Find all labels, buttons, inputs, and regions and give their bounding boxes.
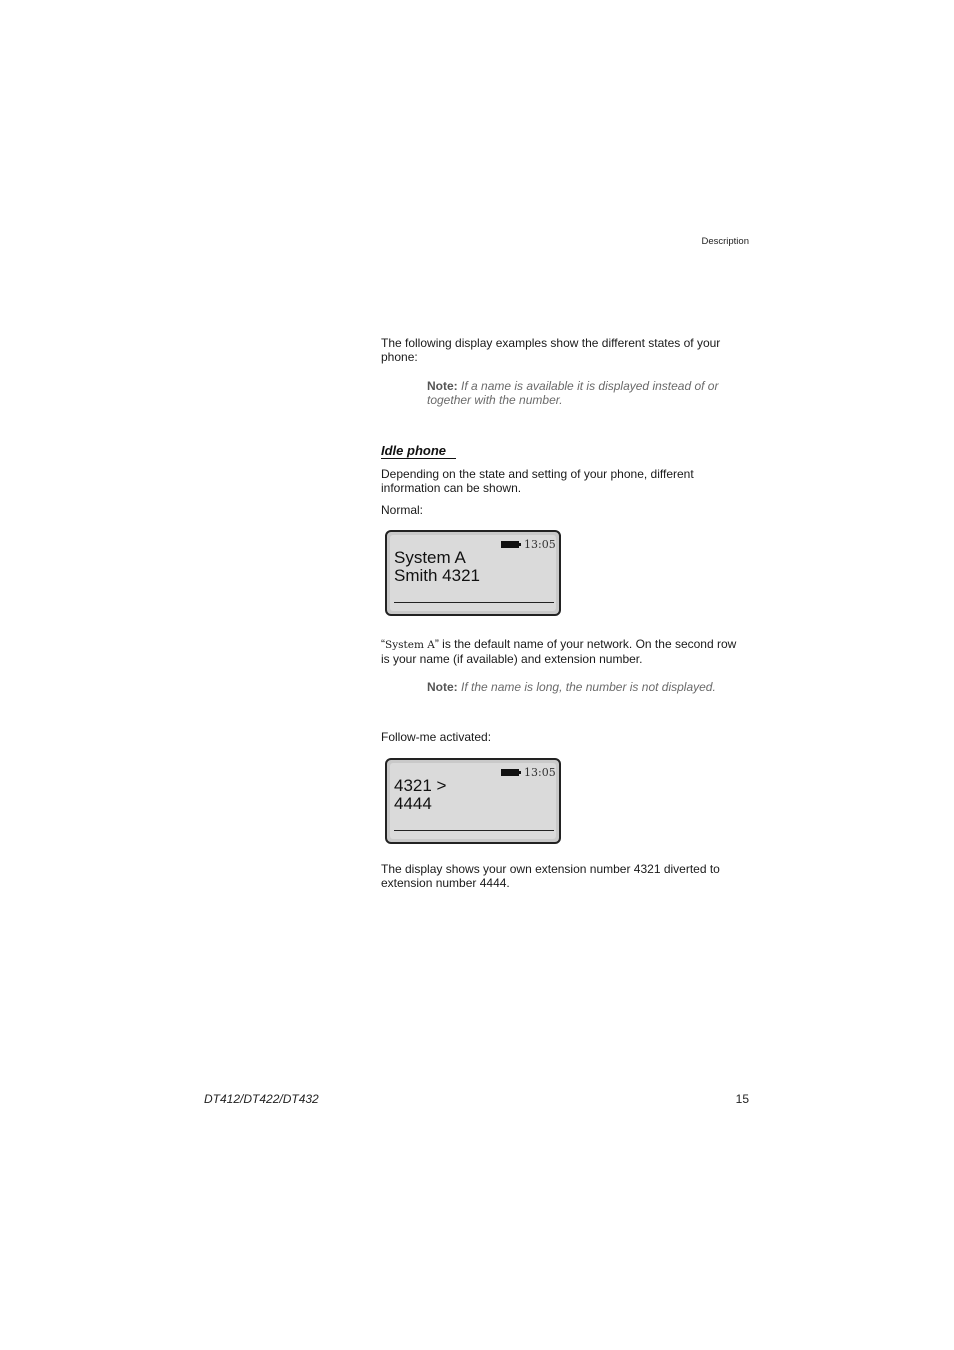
open-quote: “ [381, 637, 385, 651]
note-long-name [427, 680, 757, 694]
note-label: Note: [427, 680, 458, 694]
intro-line-2: phone: [381, 350, 418, 364]
note-text-line-1: If a name is available it is displayed instead of or [457, 379, 719, 393]
follow-me-label: Follow-me activated: [381, 730, 492, 744]
note-text-line-2: together with the number. [427, 393, 563, 407]
display-screen [390, 535, 556, 611]
follow-me-explanation-line-1: The display shows your own extension number 4321 diverted to [381, 862, 720, 876]
display-bottom-rule [394, 602, 554, 603]
system-name-explanation [381, 637, 761, 666]
idle-description-line-2: information can be shown. [381, 481, 522, 495]
explanation-line-1-rest: ” is the default name of your network. On the second row [434, 637, 737, 651]
display-line-2: Smith 4321 [394, 566, 480, 585]
intro-line-1: The following display examples show the different states of your [381, 336, 721, 350]
note-name-display [427, 379, 757, 407]
note-text: If the name is long, the number is not displayed. [457, 680, 716, 694]
display-line-1: 4321 > [394, 776, 447, 795]
battery-tip [519, 543, 521, 546]
follow-me-explanation [381, 862, 761, 890]
system-name-inline: System A [385, 639, 435, 651]
phone-display-normal [385, 530, 561, 616]
phone-display-follow-me [385, 758, 561, 844]
running-header: Description [701, 236, 749, 247]
section-title-underline [381, 458, 456, 459]
normal-label: Normal: [381, 503, 424, 517]
display-line-2: 4444 [394, 794, 432, 813]
intro-paragraph [381, 336, 761, 364]
display-bottom-rule [394, 830, 554, 831]
display-time: 13:05 [524, 538, 556, 551]
display-screen [390, 763, 556, 839]
idle-description [381, 467, 761, 495]
note-label: Note: [427, 379, 458, 393]
idle-description-line-1: Depending on the state and setting of your phone, different [381, 467, 694, 481]
battery-icon [501, 769, 519, 776]
section-title-idle-phone: Idle phone [381, 443, 446, 458]
explanation-line-2: is your name (if available) and extension number. [381, 652, 643, 666]
display-line-1: System A [394, 548, 466, 567]
battery-icon [501, 541, 519, 548]
page-number: 15 [735, 1092, 749, 1106]
footer-model: DT412/DT422/DT432 [204, 1092, 319, 1106]
follow-me-explanation-line-2: extension number 4444. [381, 876, 510, 890]
battery-tip [519, 771, 521, 774]
display-time: 13:05 [524, 766, 556, 779]
